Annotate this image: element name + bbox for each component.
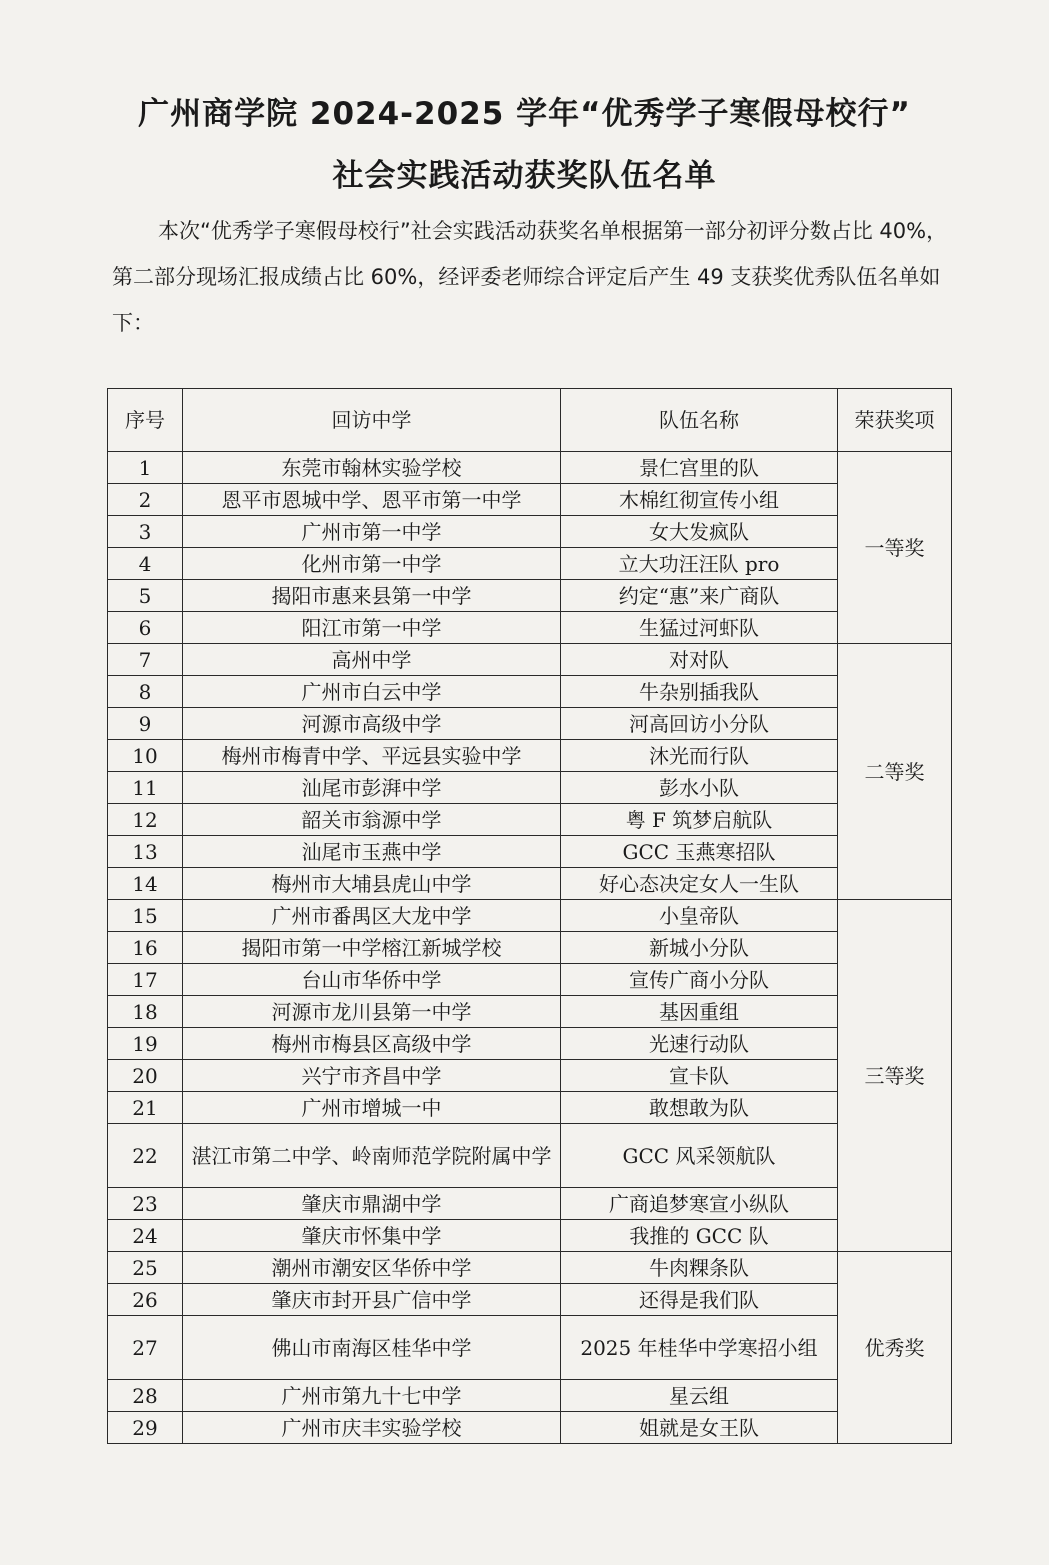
table-row bbox=[108, 484, 952, 516]
table-row bbox=[108, 1412, 952, 1444]
cell-team: 对对队 bbox=[561, 644, 838, 676]
awards-table bbox=[107, 388, 952, 1444]
cell-team: 立大功汪汪队 pro bbox=[561, 548, 838, 580]
table-row bbox=[108, 1060, 952, 1092]
cell-team: GCC 风采领航队 bbox=[561, 1124, 838, 1188]
cell-team: 沐光而行队 bbox=[561, 740, 838, 772]
cell-team: 宣传广商小分队 bbox=[561, 964, 838, 996]
header-team: 队伍名称 bbox=[561, 389, 838, 452]
cell-no: 5 bbox=[108, 580, 183, 612]
award-cell: 三等奖 bbox=[838, 900, 952, 1252]
cell-no: 14 bbox=[108, 868, 183, 900]
award-cell: 二等奖 bbox=[838, 644, 952, 900]
cell-team: 约定“惠”来广商队 bbox=[561, 580, 838, 612]
cell-no: 27 bbox=[108, 1316, 183, 1380]
table-row bbox=[108, 1188, 952, 1220]
cell-school: 恩平市恩城中学、恩平市第一中学 bbox=[183, 484, 561, 516]
cell-school: 广州市增城一中 bbox=[183, 1092, 561, 1124]
cell-team: 敢想敢为队 bbox=[561, 1092, 838, 1124]
cell-no: 12 bbox=[108, 804, 183, 836]
cell-no: 7 bbox=[108, 644, 183, 676]
cell-no: 6 bbox=[108, 612, 183, 644]
cell-no: 2 bbox=[108, 484, 183, 516]
cell-team: 宣卡队 bbox=[561, 1060, 838, 1092]
cell-no: 1 bbox=[108, 452, 183, 484]
cell-no: 20 bbox=[108, 1060, 183, 1092]
cell-school: 河源市高级中学 bbox=[183, 708, 561, 740]
table-row bbox=[108, 516, 952, 548]
cell-no: 19 bbox=[108, 1028, 183, 1060]
table-row bbox=[108, 996, 952, 1028]
table-row bbox=[108, 964, 952, 996]
cell-school: 肇庆市怀集中学 bbox=[183, 1220, 561, 1252]
cell-no: 29 bbox=[108, 1412, 183, 1444]
cell-team: 木棉红彻宣传小组 bbox=[561, 484, 838, 516]
cell-school: 台山市华侨中学 bbox=[183, 964, 561, 996]
cell-school: 汕尾市玉燕中学 bbox=[183, 836, 561, 868]
document-title-line2: 社会实践活动获奖队伍名单 bbox=[332, 158, 717, 194]
cell-school: 湛江市第二中学、岭南师范学院附属中学 bbox=[183, 1124, 561, 1188]
cell-school: 潮州市潮安区华侨中学 bbox=[183, 1252, 561, 1284]
cell-team: 女大发疯队 bbox=[561, 516, 838, 548]
header-index: 序号 bbox=[108, 389, 183, 452]
cell-no: 18 bbox=[108, 996, 183, 1028]
cell-no: 23 bbox=[108, 1188, 183, 1220]
table-row bbox=[108, 740, 952, 772]
cell-team: GCC 玉燕寒招队 bbox=[561, 836, 838, 868]
cell-school: 广州市第九十七中学 bbox=[183, 1380, 561, 1412]
cell-no: 4 bbox=[108, 548, 183, 580]
cell-no: 9 bbox=[108, 708, 183, 740]
cell-no: 17 bbox=[108, 964, 183, 996]
cell-no: 16 bbox=[108, 932, 183, 964]
cell-school: 东莞市翰林实验学校 bbox=[183, 452, 561, 484]
cell-school: 佛山市南海区桂华中学 bbox=[183, 1316, 561, 1380]
cell-school: 兴宁市齐昌中学 bbox=[183, 1060, 561, 1092]
cell-no: 21 bbox=[108, 1092, 183, 1124]
award-cell: 一等奖 bbox=[838, 452, 952, 644]
cell-school: 广州市第一中学 bbox=[183, 516, 561, 548]
table-row bbox=[108, 1316, 952, 1380]
cell-school: 梅州市大埔县虎山中学 bbox=[183, 868, 561, 900]
table-row bbox=[108, 1284, 952, 1316]
table-row bbox=[108, 900, 952, 932]
table-row bbox=[108, 1092, 952, 1124]
cell-team: 光速行动队 bbox=[561, 1028, 838, 1060]
table-row bbox=[108, 772, 952, 804]
cell-school: 韶关市翁源中学 bbox=[183, 804, 561, 836]
table-row bbox=[108, 1252, 952, 1284]
cell-team: 广商追梦寒宣小纵队 bbox=[561, 1188, 838, 1220]
table-row bbox=[108, 804, 952, 836]
table-header-row bbox=[108, 389, 952, 452]
cell-school: 河源市龙川县第一中学 bbox=[183, 996, 561, 1028]
cell-team: 牛杂别插我队 bbox=[561, 676, 838, 708]
cell-no: 3 bbox=[108, 516, 183, 548]
table-row bbox=[108, 836, 952, 868]
cell-team: 好心态决定女人一生队 bbox=[561, 868, 838, 900]
cell-school: 揭阳市惠来县第一中学 bbox=[183, 580, 561, 612]
intro-paragraph: 本次“优秀学子寒假母校行”社会实践活动获奖名单根据第一部分初评分数占比 40%，第二部分现场汇报成绩占比 60%，经评委老师综合评定后产生 49 支获奖优秀队伍名单如下： bbox=[112, 219, 948, 335]
cell-team: 我推的 GCC 队 bbox=[561, 1220, 838, 1252]
cell-no: 11 bbox=[108, 772, 183, 804]
cell-team: 生猛过河虾队 bbox=[561, 612, 838, 644]
cell-no: 26 bbox=[108, 1284, 183, 1316]
document-title-line1: 广州商学院 2024-2025 学年“优秀学子寒假母校行” bbox=[138, 96, 911, 132]
cell-team: 基因重组 bbox=[561, 996, 838, 1028]
cell-team: 牛肉粿条队 bbox=[561, 1252, 838, 1284]
table-row bbox=[108, 1220, 952, 1252]
cell-school: 肇庆市封开县广信中学 bbox=[183, 1284, 561, 1316]
table-row bbox=[108, 452, 952, 484]
cell-team: 彭水小队 bbox=[561, 772, 838, 804]
cell-school: 广州市庆丰实验学校 bbox=[183, 1412, 561, 1444]
cell-school: 广州市番禺区大龙中学 bbox=[183, 900, 561, 932]
cell-school: 化州市第一中学 bbox=[183, 548, 561, 580]
cell-no: 22 bbox=[108, 1124, 183, 1188]
table-row bbox=[108, 708, 952, 740]
cell-no: 24 bbox=[108, 1220, 183, 1252]
cell-team: 河高回访小分队 bbox=[561, 708, 838, 740]
table-row bbox=[108, 1380, 952, 1412]
cell-school: 汕尾市彭湃中学 bbox=[183, 772, 561, 804]
cell-school: 广州市白云中学 bbox=[183, 676, 561, 708]
cell-school: 阳江市第一中学 bbox=[183, 612, 561, 644]
cell-school: 高州中学 bbox=[183, 644, 561, 676]
cell-team: 小皇帝队 bbox=[561, 900, 838, 932]
table-row bbox=[108, 1124, 952, 1188]
cell-team: 粤 F 筑梦启航队 bbox=[561, 804, 838, 836]
cell-no: 10 bbox=[108, 740, 183, 772]
header-school: 回访中学 bbox=[183, 389, 561, 452]
cell-team: 2025 年桂华中学寒招小组 bbox=[561, 1316, 838, 1380]
table-row bbox=[108, 1028, 952, 1060]
cell-team: 还得是我们队 bbox=[561, 1284, 838, 1316]
table-row bbox=[108, 612, 952, 644]
award-cell: 优秀奖 bbox=[838, 1252, 952, 1444]
cell-school: 肇庆市鼎湖中学 bbox=[183, 1188, 561, 1220]
cell-school: 梅州市梅县区高级中学 bbox=[183, 1028, 561, 1060]
table-row bbox=[108, 548, 952, 580]
cell-team: 星云组 bbox=[561, 1380, 838, 1412]
cell-team: 新城小分队 bbox=[561, 932, 838, 964]
table-row bbox=[108, 868, 952, 900]
cell-no: 25 bbox=[108, 1252, 183, 1284]
table-row bbox=[108, 580, 952, 612]
table-row bbox=[108, 932, 952, 964]
table-row bbox=[108, 644, 952, 676]
table-row bbox=[108, 676, 952, 708]
cell-team: 景仁宫里的队 bbox=[561, 452, 838, 484]
cell-no: 28 bbox=[108, 1380, 183, 1412]
cell-no: 13 bbox=[108, 836, 183, 868]
cell-no: 15 bbox=[108, 900, 183, 932]
cell-school: 梅州市梅青中学、平远县实验中学 bbox=[183, 740, 561, 772]
cell-no: 8 bbox=[108, 676, 183, 708]
header-award: 荣获奖项 bbox=[838, 389, 952, 452]
cell-school: 揭阳市第一中学榕江新城学校 bbox=[183, 932, 561, 964]
cell-team: 姐就是女王队 bbox=[561, 1412, 838, 1444]
